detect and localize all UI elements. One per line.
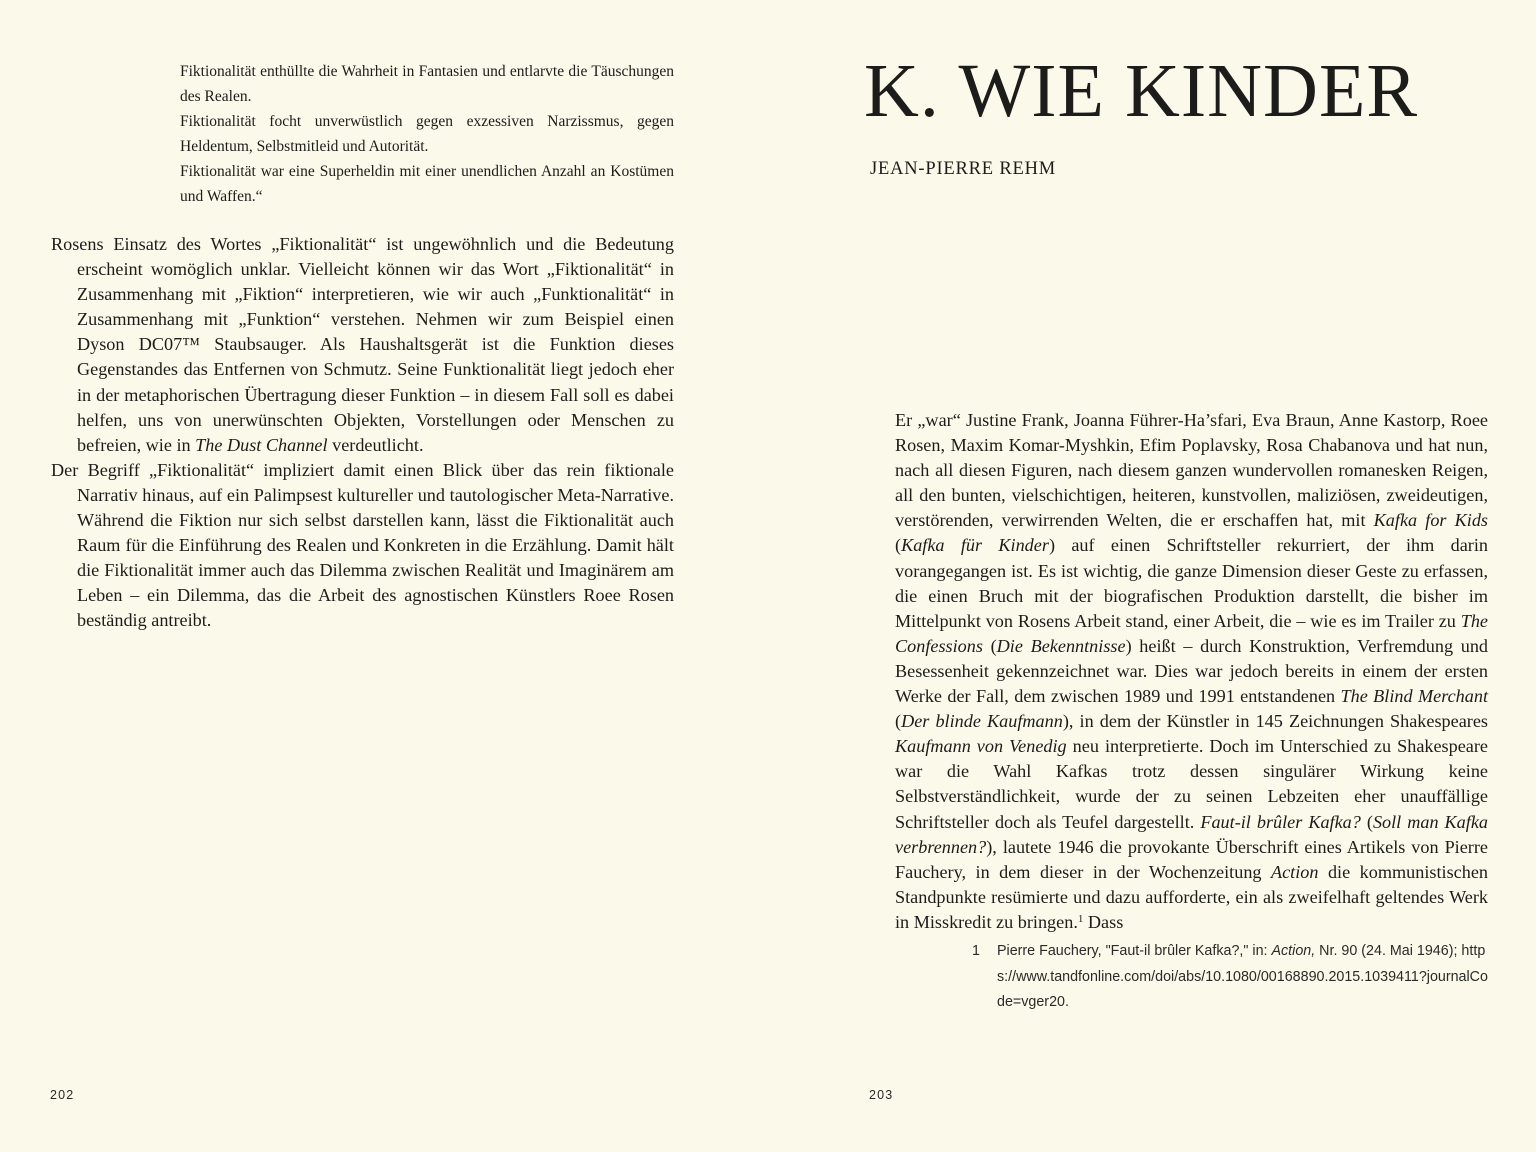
footnote-text-end: Nr. 90 (24. Mai 1946); https://www.tandfonline.com/doi/abs/10.1080/00168890.2015.1039411?journalCode=vger20. [997, 943, 1488, 1010]
left-paragraph-1 [51, 232, 674, 458]
work-title: Die Bekenntnisse [996, 635, 1126, 656]
work-title: Soll man Kafka verbrennen? [895, 811, 1489, 857]
left-paragraph-1-end: verdeutlicht. [327, 434, 424, 455]
work-title: Action [1271, 861, 1319, 882]
right-body-text [895, 408, 1488, 935]
right-page [768, 0, 1536, 1152]
footnote [972, 939, 1494, 1016]
footnote-publication: Action, [1271, 943, 1316, 959]
footnote-number: 1 [972, 943, 980, 959]
quote-line-1: Fiktionalität enthüllte die Wahrheit in Fantasien und entlarvte die Täuschungen des Realen. [180, 63, 674, 105]
work-title-dust-channel: The Dust Channel [195, 434, 328, 455]
block-quote [180, 59, 674, 209]
footnote-text [972, 939, 1494, 1016]
text-run: Er „war“ Justine Frank, Joanna Führer-Ha’sfari, Eva Braun, Anne Kastorp, Roee Rosen, Maxim Komar-Myshkin, Efim Poplavsky, Rosa Chabanova und hat nun, nach all diesen Figuren, nach diesem ganzen wundervollen romanesken Reigen, all den bunten, vielschichtigen, heiteren, kunstvollen, maliziösen, zweideutigen, verstörenden, verwirrenden Welten, die er erschaffen hat, mit [895, 410, 1488, 531]
text-run: ) auf einen Schriftsteller rekurriert, der ihm darin vorangegangen ist. Es ist wichtig, die ganze Dimension dieser Geste zu erfassen, die einen Bruch mit der biografischen Produktion darstellt, die bisher im Mittelpunkt von Rosens Arbeit stand, einer Arbeit, die – wie es im Trailer zu [895, 535, 1488, 631]
text-run: ( [1360, 811, 1373, 832]
left-body-text [51, 232, 674, 634]
work-title: Kafka for Kids [1373, 510, 1488, 531]
left-paragraph-1-text: Rosens Einsatz des Wortes „Fiktionalität“ ist ungewöhnlich und die Bedeutung erscheint womöglich unklar. Vielleicht können wir das Wort „Fiktionalität“ in Zusammenhang mit „Fiktion“ interpretieren, wie wir auch „Funktionalität“ in Zusammenhang mit „Funktion“ verstehen. Nehmen wir zum Beispiel einen Dyson DC07™ Staubsauger. Als Haushaltsgerät ist die Funktion dieses Gegenstandes das Entfernen von Schmutz. Seine Funktionalität liegt jedoch eher in der metaphorischen Übertragung dieser Funktion – in diesem Fall soll es dabei helfen, uns von unerwünschten Objekten, Vorstellungen oder Menschen zu befreien, wie in [51, 234, 674, 455]
chapter-author: JEAN-PIERRE REHM [870, 159, 1056, 179]
chapter-title: K. WIE KINDER [864, 49, 1419, 133]
text-run: ( [895, 535, 902, 556]
text-run: ) heißt – durch Konstruktion, Verfremdung und Besessenheit gekennzeichnet war. Dies war jedoch bereits in einem der ersten Werke der Fall, dem zwischen 1989 und 1991 entstandenen [895, 635, 1489, 707]
page-number-right: 203 [869, 1088, 894, 1102]
quote-line-2: Fiktionalität focht unverwüstlich gegen exzessiven Narzissmus, gegen Heldentum, Selbstmitleid und Autorität. [180, 113, 674, 155]
right-paragraph-1 [895, 408, 1488, 935]
text-run: Dass [1083, 911, 1124, 932]
left-paragraph-2: Der Begriff „Fiktionalität“ impliziert damit einen Blick über das rein fiktionale Narrativ hinaus, auf ein Palimpsest kultureller und tautologischer Meta-Narrative. Während die Fiktion nur sich selbst darstellen kann, lässt die Fiktionalität auch Raum für die Einführung des Realen und Konkreten in die Erzählung. Damit hält die Fiktionalität immer auch das Dilemma zwischen Realität und Imaginärem am Leben – ein Dilemma, das die Arbeit des agnostischen Künstlers Roee Rosen beständig antreibt. [51, 459, 674, 631]
work-title: The Confessions [895, 610, 1488, 656]
text-run: ), in dem der Künstler in 145 Zeichnungen Shakespeares [1062, 711, 1488, 732]
text-run: die kommunistischen Standpunkte resümierte und dazu aufforderte, ein als zweifelhaft geltendes Werk in Misskredit zu bringen. [895, 861, 1488, 932]
footnote-reference[interactable]: 1 [1077, 912, 1084, 925]
page-number-left: 202 [50, 1088, 75, 1102]
work-title: The Blind Merchant [1340, 686, 1489, 707]
work-title: Kafka für Kinder [901, 535, 1049, 556]
work-title: Der blinde Kaufmann [901, 711, 1063, 732]
quote-line-3: Fiktionalität war eine Superheldin mit einer unendlichen Anzahl an Kostümen und Waffen.“ [180, 163, 674, 205]
footnote-text-start: Pierre Fauchery, "Faut-il brûler Kafka?," in: [997, 943, 1272, 959]
text-run: neu interpretierte. Doch im Unterschied zu Shakespeare war die Wahl Kafkas trotz dessen singulärer Wirkung keine Selbstverständlichkeit, wurde der zu seinen Lebzeiten eher unauffällige Schriftsteller doch als Teufel dargestellt. [895, 736, 1489, 832]
work-title: Kaufmann von Venedig [895, 736, 1067, 757]
text-run: ( [895, 711, 902, 732]
work-title: Faut-il brûler Kafka? [1200, 811, 1361, 832]
text-run: ), lautete 1946 die provokante Überschrift eines Artikels von Pierre Fauchery, in dem dieser in der Wochenzeitung [895, 836, 1488, 882]
text-run: ( [982, 635, 997, 656]
